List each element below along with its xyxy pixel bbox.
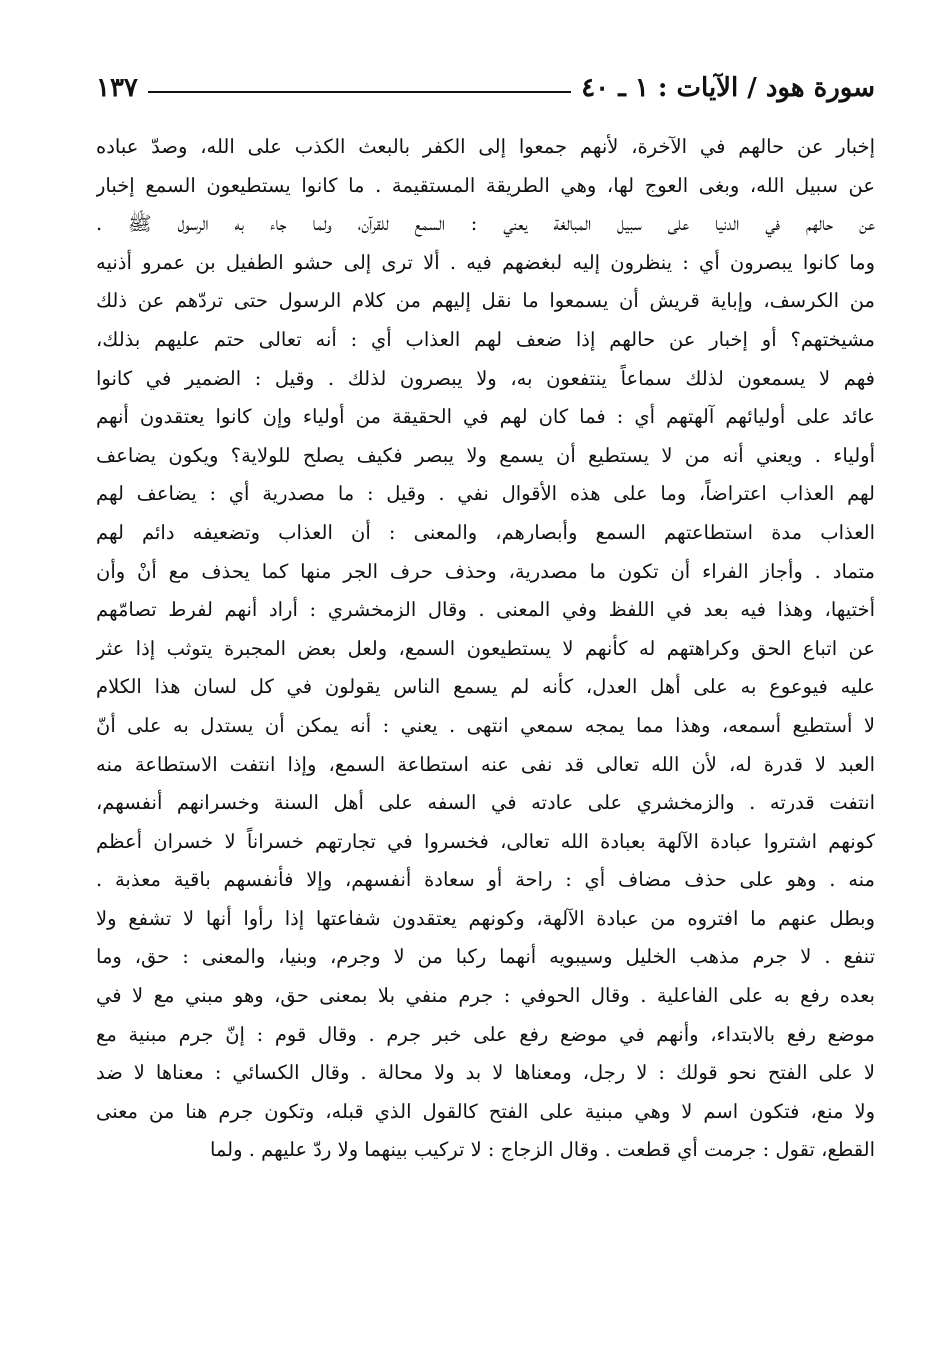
text-line: انتفت قدرته . والزمخشري على عادته في السفه على أهل السنة وخسرانهم أنفسهم، [96, 791, 875, 815]
text-line: مشيختهم؟ أو إخبار عن حالهم إذا ضعف لهم العذاب أي : أنه تعالى حتم عليهم بذلك، [96, 327, 875, 351]
text-line: أختيها، وهذا فيه بعد في اللفظ وفي المعنى . وقال الزمخشري : أراد أنهم لفرط تصامّهم [96, 598, 875, 622]
text-line: عليه فيوعوع به على أهل العدل، كأنه لم يسمع الناس يقولون في كل لسان هذا الكلام [96, 675, 875, 699]
text-line: العذاب مدة استطاعتهم السمع وأبصارهم، والمعنى : أن العذاب وتضعيفه دائم لهم [96, 520, 875, 544]
text-line: كونهم اشتروا عبادة الآلهة بعبادة الله تعالى، فخسروا في تجارتهم خسراناً لا خسران أعظم [96, 829, 875, 853]
running-header [96, 68, 875, 108]
text-line: عائد على أوليائهم آلهتهم أي : فما كان لهم في الحقيقة من أولياء وإن كانوا يعتقدون أنهم [96, 405, 875, 429]
text-line: فهم لا يسمعون لذلك سماعاً ينتفعون به، ولا يبصرون لذلك . وقيل : الضمير في كانوا [96, 366, 875, 390]
text-line: عن سبيل الله، وبغى العوج لها، وهي الطريقة المستقيمة . ما كانوا يستطيعون السمع إخبار [96, 173, 875, 197]
text-line: منه . وهو على حذف مضاف أي : راحة أو سعادة أنفسهم، وإلا فأنفسهم باقية معذبة . [96, 868, 875, 892]
text-line: العبد لا قدرة له، لأن الله تعالى قد نفى عنه استطاعة السمع، وإذا انتفت الاستطاعة منه [96, 752, 875, 776]
header-rule [148, 91, 571, 93]
text-line: وما كانوا يبصرون أي : ينظرون إليه لبغضهم فيه . ألا ترى إلى حشو الطفيل بن عمرو أذنيه [96, 250, 875, 274]
text-line: عن اتباع الحق وكراهتهم له كأنهم لا يستطيعون السمع، ولعل بعض المجبرة يتوثب إذا عثر [96, 636, 875, 660]
body-text [96, 128, 875, 1170]
text-line: عن حالهم في الدنيا على سبيل المبالغة يعني : السمع للقرآن، ولما جاء به الرسول ﷺ . [96, 212, 875, 236]
text-line: بعده رفع به على الفاعلية . وقال الحوفي : جرم منفي بلا بمعنى حق، وهو مبني مع لا في [96, 984, 875, 1008]
text-line: القطع، تقول : جرمت أي قطعت . وقال الزجاج : لا تركيب بينهما ولا ردّ عليهم . ولما [209, 1138, 875, 1162]
page-number: ١٣٧ [96, 73, 138, 103]
text-line: وبطل عنهم ما افتروه من عبادة الآلهة، وكونهم يعتقدون شفاعتها إذا رأوا أنها لا تشفع ولا [96, 906, 875, 930]
text-line: أولياء . ويعني أنه من لا يستطيع أن يسمع ولا يبصر فكيف يصلح للولاية؟ ويكون يضاعف [96, 443, 875, 467]
header-title: سورة هود / الآيات : ١ ـ ٤٠ [581, 73, 875, 103]
text-line: لا على الفتح نحو قولك : لا رجل، ومعناها لا بد ولا محالة . وقال الكسائي : معناها لا ضد [96, 1061, 875, 1085]
text-line: متماد . وأجاز الفراء أن تكون ما مصدرية، وحذف حرف الجر منها كما يحذف مع أنْ وأن [96, 559, 875, 583]
text-line: لهم العذاب اعتراضاً، وما على هذه الأقوال نفي . وقيل : ما مصدرية أي : يضاعف لهم [96, 482, 875, 506]
text-line: من الكرسف، وإباية قريش أن يسمعوا ما نقل إليهم من كلام الرسول حتى تردّهم عن ذلك [96, 289, 875, 313]
text-line: إخبار عن حالهم في الآخرة، لأنهم جمعوا إلى الكفر بالبعث الكذب على الله، وصدّ عباده [96, 135, 875, 158]
text-line: لا أستطيع أسمعه، وهذا مما يمجه سمعي انتهى . يعني : أنه يمكن أن يستدل به على أنّ [96, 713, 875, 737]
text-line: موضع رفع بالابتداء، وأنهم في موضع رفع على خبر جرم . وقال قوم : إنّ جرم مبنية مع [96, 1022, 875, 1046]
text-line: تنفع . لا جرم مذهب الخليل وسيبويه أنهما ركبا من لا وجرم، وبنيا، والمعنى : حق، وما [96, 945, 875, 969]
text-line: ولا منع، فتكون اسم لا وهي مبنية على الفتح كالقول الذي قبله، وتكون جرم هنا من معنى [96, 1099, 875, 1123]
